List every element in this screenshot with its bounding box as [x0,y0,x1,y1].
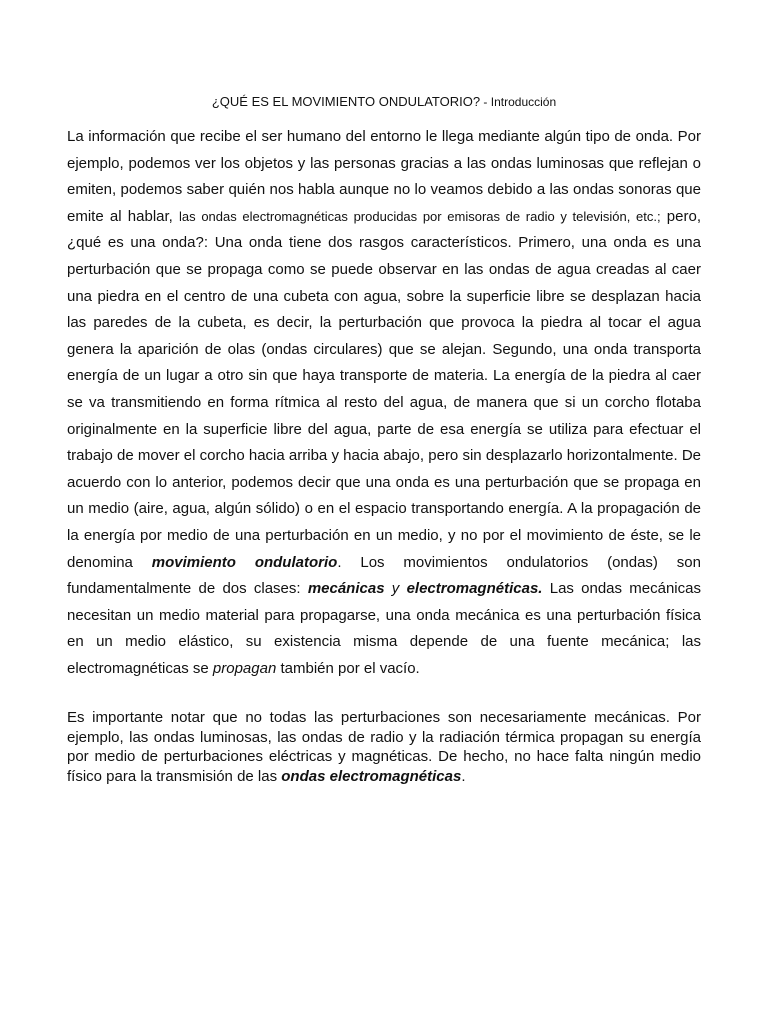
paragraph-2-text: . [461,767,466,785]
paragraph-1-small-text: las ondas electromagnéticas producidas por emisoras de radio y televisión, etc.; [179,208,661,224]
title-main: ¿QUÉ ES EL MOVIMIENTO ONDULATORIO? [211,94,481,109]
paragraph-1-text: La información que recibe el ser humano del entorno le llega mediante algún tipo de onda. Por ejemplo, podemos ver los objetos y las personas gracias a las ondas luminosas que reflejan o emiten, podemos saber quién nos habla aunque no lo veamos debido a las ondas sonoras que emite al hablar, [67,128,701,225]
paragraph-1-conjunction: y [384,580,407,598]
title-subtitle: - Introducción [480,95,557,109]
paragraph-2 [67,708,701,786]
emphasis-propagan: propagan [212,659,277,677]
paragraph-1-text: Las ondas mecánicas necesitan un medio material para propagarse, una onda mecánica es una perturbación física en un medio elástico, su existencia misma depende de una fuente mecánica; las electromagnéticas se [67,580,701,677]
paragraph-1-text: . Los movimientos ondulatorios (ondas) son fundamentalmente de dos clases: [67,553,701,598]
emphasis-ondas-electromagneticas: ondas electromagnéticas [281,767,462,785]
paragraph-1-text: pero, ¿qué es una onda?: Una onda tiene dos rasgos característicos. Primero, una onda es una perturbación que se propaga como se puede observar en las ondas de agua creadas al caer una piedra en el centro de una cubeta con agua, sobre la superficie libre se desplazan hacia las paredes de la cubeta, es decir, la perturbación que provoca la piedra al tocar el agua genera la aparición de olas (ondas circulares) que se alejan. Segundo, una onda transporta energía de un lugar a otro sin que haya transporte de materia. La energía de la piedra al caer se va transmitiendo en forma rítmica al resto del agua, de manera que si un corcho flotaba originalmente en la superficie libre del agua, parte de esa energía se utiliza para efectuar el trabajo de mover el corcho hacia arriba y hacia abajo, pero sin desplazarlo horizontalmente. De acuerdo con lo anterior, podemos decir que una onda es una perturbación que se propaga en un medio (aire, agua, algún sólido) o en el espacio transportando energía. A la propagación de la energía por medio de una perturbación en un medio, y no por el movimiento de éste, se le denomina [67,207,701,571]
paragraph-1-text: también por el vacío. [276,659,420,677]
emphasis-mecanicas: mecánicas [307,580,385,598]
document-title [0,94,768,110]
emphasis-electromagneticas: electromagnéticas. [406,580,543,598]
emphasis-movimiento-ondulatorio: movimiento ondulatorio [151,553,338,571]
paragraph-2-text: Es importante notar que no todas las perturbaciones son necesariamente mecánicas. Por ejemplo, las ondas luminosas, las ondas de radio y la radiación térmica propagan su energía por medio de perturbaciones eléctricas y magnéticas. De hecho, no hace falta ningún medio físico para la transmisión de las [67,709,701,785]
paragraph-1 [67,124,701,682]
